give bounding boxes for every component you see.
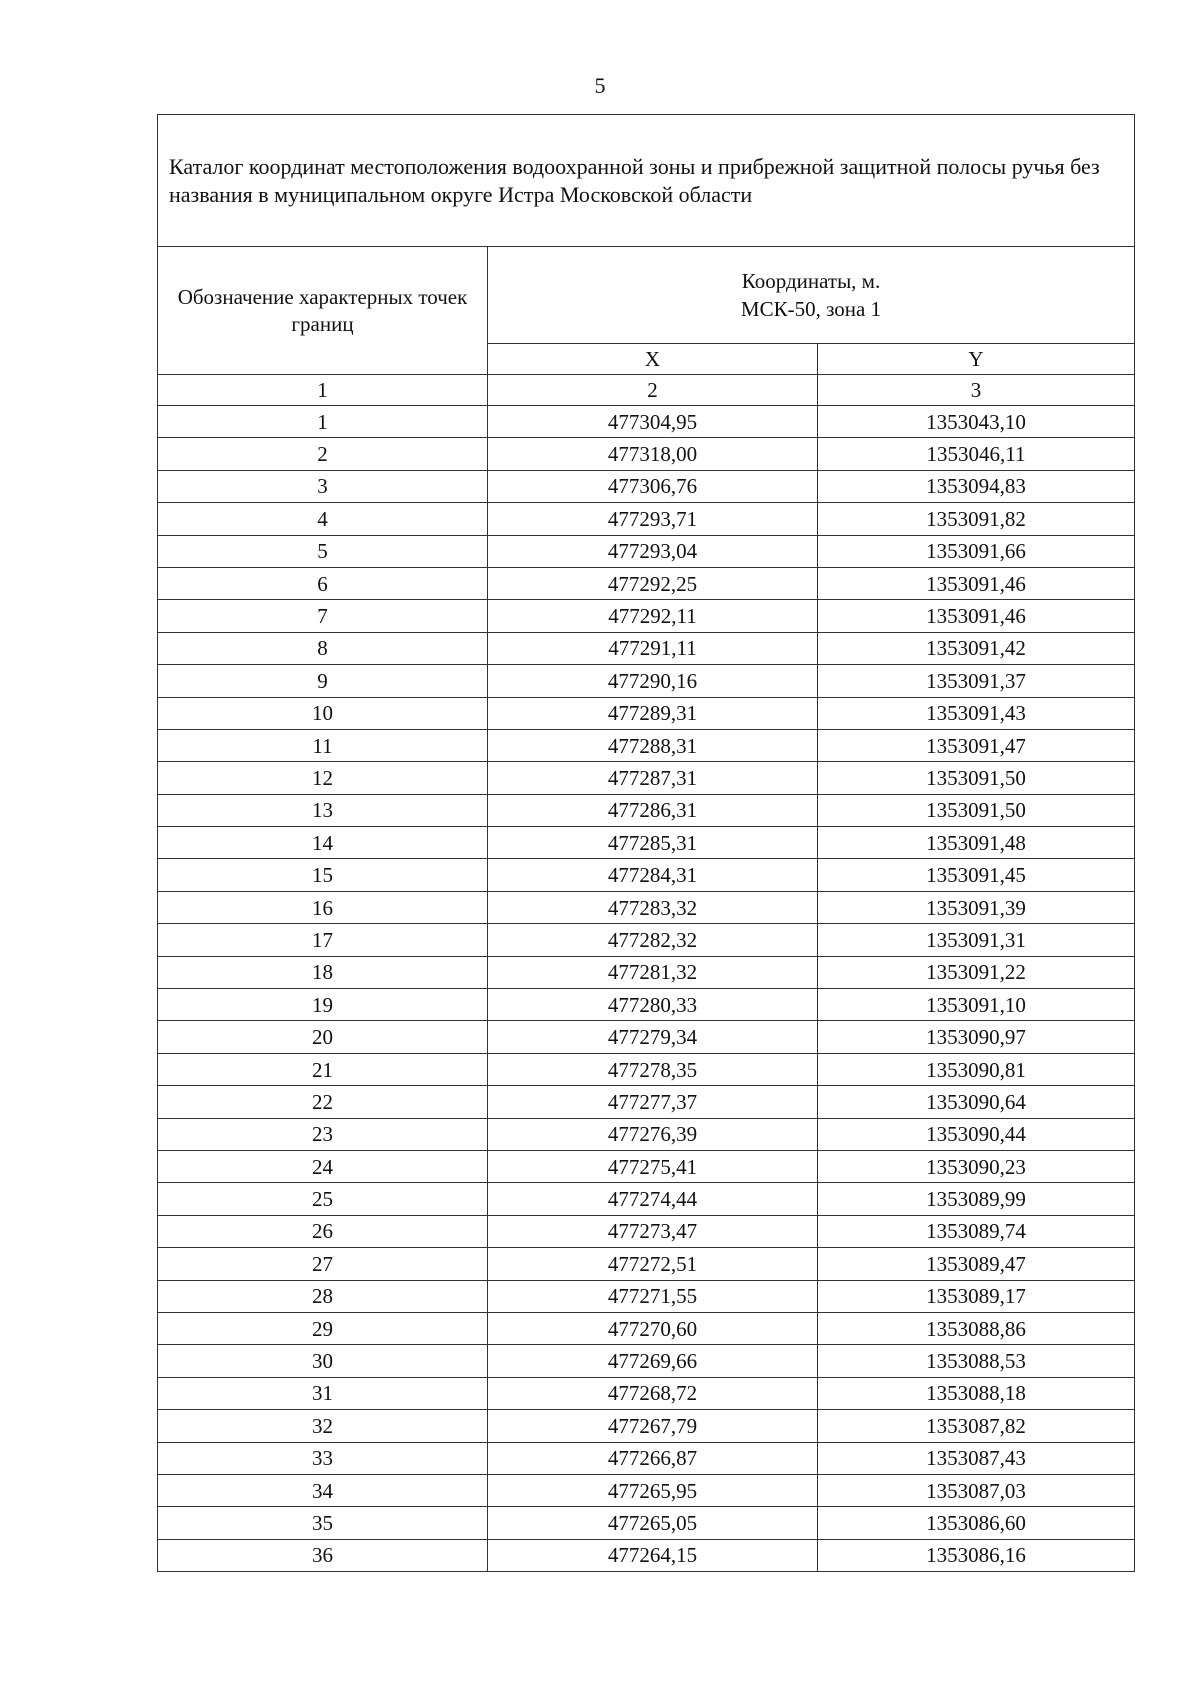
x-coordinate-cell: 477275,41 [488,1150,818,1182]
x-coordinate-cell: 477272,51 [488,1248,818,1280]
point-number-cell: 24 [158,1150,488,1182]
y-coordinate-cell: 1353091,45 [818,859,1135,891]
coordinates-header-line1: Координаты, м. [741,269,881,293]
point-number-cell: 35 [158,1507,488,1539]
point-number-cell: 4 [158,503,488,535]
x-coordinate-cell: 477271,55 [488,1280,818,1312]
y-coordinate-cell: 1353091,46 [818,567,1135,599]
y-coordinate-cell: 1353087,43 [818,1442,1135,1474]
column-number-row [158,375,1135,406]
y-coordinate-cell: 1353091,37 [818,665,1135,697]
point-number-cell: 32 [158,1410,488,1442]
point-designation-header: Обозначение характерных точек границ [158,247,488,375]
x-coordinate-cell: 477287,31 [488,762,818,794]
x-coordinate-cell: 477283,32 [488,891,818,923]
x-coordinate-cell: 477281,32 [488,956,818,988]
table-row [158,470,1135,502]
coordinates-header-line2: МСК-50, зона 1 [740,297,882,321]
point-number-cell: 9 [158,665,488,697]
point-number-cell: 19 [158,989,488,1021]
x-coordinate-cell: 477274,44 [488,1183,818,1215]
x-coordinate-cell: 477288,31 [488,729,818,761]
x-column-header: X [488,344,818,375]
y-coordinate-cell: 1353090,64 [818,1086,1135,1118]
x-coordinate-cell: 477278,35 [488,1053,818,1085]
x-coordinate-cell: 477265,95 [488,1474,818,1506]
page-number: 5 [594,73,606,98]
x-coordinate-cell: 477268,72 [488,1377,818,1409]
x-coordinate-cell: 477279,34 [488,1021,818,1053]
table-row [158,1183,1135,1215]
table-row [158,1474,1135,1506]
table-row [158,827,1135,859]
table-row [158,794,1135,826]
point-number-cell: 27 [158,1248,488,1280]
point-number-cell: 13 [158,794,488,826]
y-coordinate-cell: 1353091,43 [818,697,1135,729]
table-row [158,891,1135,923]
table-row [158,1021,1135,1053]
coordinates-header [488,247,1135,344]
y-coordinate-cell: 1353091,50 [818,794,1135,826]
point-number-cell: 7 [158,600,488,632]
x-coordinate-cell: 477264,15 [488,1539,818,1571]
table-row [158,1539,1135,1571]
table-title: Каталог координат местоположения водоохранной зоны и прибрежной защитной полосы ручья без названия в муниципальном округе Истра Московской области [158,115,1135,247]
point-number-cell: 6 [158,567,488,599]
point-number-cell: 18 [158,956,488,988]
y-coordinate-cell: 1353090,44 [818,1118,1135,1150]
table-row [158,632,1135,664]
table-row [158,1150,1135,1182]
table-row [158,1377,1135,1409]
y-coordinate-cell: 1353087,03 [818,1474,1135,1506]
x-coordinate-cell: 477277,37 [488,1086,818,1118]
table-row [158,729,1135,761]
table-row [158,1118,1135,1150]
x-coordinate-cell: 477265,05 [488,1507,818,1539]
table-row [158,438,1135,470]
x-coordinate-cell: 477293,04 [488,535,818,567]
point-number-cell: 2 [158,438,488,470]
y-coordinate-cell: 1353046,11 [818,438,1135,470]
y-coordinate-cell: 1353089,47 [818,1248,1135,1280]
point-number-cell: 17 [158,924,488,956]
table-row [158,600,1135,632]
table-row [158,503,1135,535]
table-row [158,1442,1135,1474]
point-number-cell: 28 [158,1280,488,1312]
point-number-cell: 1 [158,406,488,438]
point-number-cell: 31 [158,1377,488,1409]
point-number-cell: 3 [158,470,488,502]
y-coordinate-cell: 1353088,53 [818,1345,1135,1377]
point-number-cell: 29 [158,1312,488,1344]
table-row [158,956,1135,988]
x-coordinate-cell: 477270,60 [488,1312,818,1344]
point-number-cell: 16 [158,891,488,923]
table-row [158,1280,1135,1312]
table-row [158,697,1135,729]
y-coordinate-cell: 1353091,66 [818,535,1135,567]
y-coordinate-cell: 1353091,48 [818,827,1135,859]
point-number-cell: 26 [158,1215,488,1247]
point-number-cell: 5 [158,535,488,567]
table-row [158,1086,1135,1118]
table-row [158,1248,1135,1280]
table-row [158,535,1135,567]
coordinates-table [157,114,1135,1572]
table-row [158,762,1135,794]
y-coordinate-cell: 1353090,81 [818,1053,1135,1085]
x-coordinate-cell: 477285,31 [488,827,818,859]
x-coordinate-cell: 477286,31 [488,794,818,826]
y-coordinate-cell: 1353088,18 [818,1377,1135,1409]
column-number: 1 [158,375,488,406]
x-coordinate-cell: 477292,25 [488,567,818,599]
table-row [158,989,1135,1021]
y-coordinate-cell: 1353087,82 [818,1410,1135,1442]
point-number-cell: 8 [158,632,488,664]
title-row [158,115,1135,247]
point-number-cell: 30 [158,1345,488,1377]
y-coordinate-cell: 1353094,83 [818,470,1135,502]
y-coordinate-cell: 1353091,22 [818,956,1135,988]
x-coordinate-cell: 477291,11 [488,632,818,664]
y-coordinate-cell: 1353091,31 [818,924,1135,956]
x-coordinate-cell: 477267,79 [488,1410,818,1442]
point-number-cell: 23 [158,1118,488,1150]
table-row [158,1053,1135,1085]
y-coordinate-cell: 1353091,39 [818,891,1135,923]
y-coordinate-cell: 1353086,16 [818,1539,1135,1571]
point-number-cell: 12 [158,762,488,794]
point-number-cell: 10 [158,697,488,729]
column-number: 3 [818,375,1135,406]
table-row [158,1215,1135,1247]
column-number: 2 [488,375,818,406]
y-coordinate-cell: 1353091,50 [818,762,1135,794]
y-coordinate-cell: 1353091,42 [818,632,1135,664]
table-row [158,1345,1135,1377]
x-coordinate-cell: 477290,16 [488,665,818,697]
table-row [158,1410,1135,1442]
table-row [158,924,1135,956]
y-coordinate-cell: 1353090,23 [818,1150,1135,1182]
y-coordinate-cell: 1353086,60 [818,1507,1135,1539]
point-number-cell: 36 [158,1539,488,1571]
y-column-header: Y [818,344,1135,375]
x-coordinate-cell: 477306,76 [488,470,818,502]
y-coordinate-cell: 1353091,46 [818,600,1135,632]
table-row [158,859,1135,891]
y-coordinate-cell: 1353089,99 [818,1183,1135,1215]
table-row [158,406,1135,438]
point-number-cell: 33 [158,1442,488,1474]
y-coordinate-cell: 1353091,82 [818,503,1135,535]
y-coordinate-cell: 1353091,10 [818,989,1135,1021]
x-coordinate-cell: 477292,11 [488,600,818,632]
y-coordinate-cell: 1353088,86 [818,1312,1135,1344]
y-coordinate-cell: 1353091,47 [818,729,1135,761]
x-coordinate-cell: 477282,32 [488,924,818,956]
x-coordinate-cell: 477266,87 [488,1442,818,1474]
x-coordinate-cell: 477280,33 [488,989,818,1021]
x-coordinate-cell: 477304,95 [488,406,818,438]
x-coordinate-cell: 477284,31 [488,859,818,891]
point-number-cell: 22 [158,1086,488,1118]
table-row [158,1507,1135,1539]
point-number-cell: 15 [158,859,488,891]
x-coordinate-cell: 477289,31 [488,697,818,729]
point-number-cell: 20 [158,1021,488,1053]
header-row [158,247,1135,344]
y-coordinate-cell: 1353043,10 [818,406,1135,438]
table-body [158,406,1135,1572]
table-row [158,665,1135,697]
point-number-cell: 21 [158,1053,488,1085]
x-coordinate-cell: 477273,47 [488,1215,818,1247]
y-coordinate-cell: 1353089,74 [818,1215,1135,1247]
table-row [158,567,1135,599]
table-row [158,1312,1135,1344]
y-coordinate-cell: 1353090,97 [818,1021,1135,1053]
point-number-cell: 34 [158,1474,488,1506]
x-coordinate-cell: 477269,66 [488,1345,818,1377]
x-coordinate-cell: 477293,71 [488,503,818,535]
x-coordinate-cell: 477318,00 [488,438,818,470]
point-number-cell: 25 [158,1183,488,1215]
point-number-cell: 11 [158,729,488,761]
y-coordinate-cell: 1353089,17 [818,1280,1135,1312]
x-coordinate-cell: 477276,39 [488,1118,818,1150]
point-number-cell: 14 [158,827,488,859]
